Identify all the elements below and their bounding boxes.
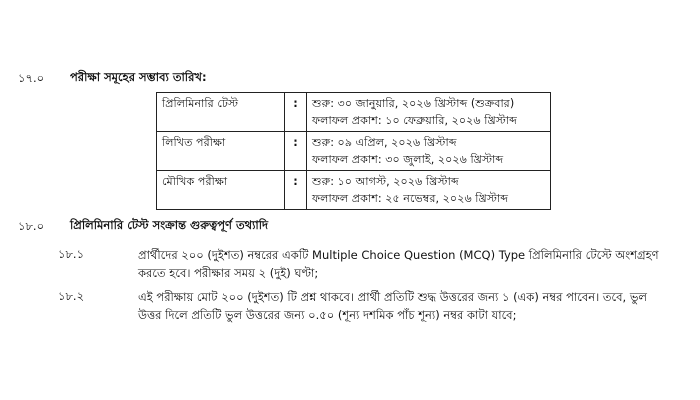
exam-date-cell [307, 171, 551, 210]
section-17-number: ১৭.০ [18, 71, 45, 85]
section-18-title: প্রিলিমিনারি টেস্ট সংক্রান্ত গুরুত্বপূর্ণ তথ্যাদি [70, 218, 269, 232]
table-row [157, 132, 551, 171]
item-18-2-text: এই পরীক্ষায় মোট ২০০ (দুইশত) টি প্রশ্ন থাকবে। প্রার্থী প্রতিটি শুদ্ধ উত্তরের জন্য ১ (এক) নম্বর পাবেন। তবে, ভুল উত্তর দিলে প্রতিটি ভুল উত্তরের জন্য ০.৫০ (শূন্য দশমিক পাঁচ শূন্য) নম্বর কাটা যাবে; [138, 290, 648, 322]
result-date: ফলাফল প্রকাশ: ৩০ জুলাই, ২০২৬ খ্রিস্টাব্দ [312, 153, 504, 166]
result-date: ফলাফল প্রকাশ: ১০ ফেব্রুয়ারি, ২০২৬ খ্রিস্টাব্দ [312, 114, 518, 127]
table-row [157, 93, 551, 132]
start-date: শুরু: ৩০ জানুয়ারি, ২০২৬ খ্রিস্টাব্দ (শুক্রবার) [312, 97, 515, 110]
exam-name-cell: লিখিত পরীক্ষা [157, 132, 285, 171]
exam-date-cell [307, 93, 551, 132]
separator-cell: : [285, 171, 307, 210]
start-date: শুরু: ০৯ এপ্রিল, ২০২৬ খ্রিস্টাব্দ [312, 136, 457, 149]
result-date: ফলাফল প্রকাশ: ২৫ নভেম্বর, ২০২৬ খ্রিস্টাব্দ [312, 192, 509, 205]
table-row [157, 171, 551, 210]
start-date: শুরু: ১০ আগস্ট, ২০২৬ খ্রিস্টাব্দ [312, 175, 459, 188]
separator-cell: : [285, 93, 307, 132]
section-17-title: পরীক্ষা সমূহের সম্ভাব্য তারিখ: [70, 70, 207, 84]
exam-name-cell: প্রিলিমিনারি টেস্ট [157, 93, 285, 132]
separator-cell: : [285, 132, 307, 171]
item-18-1-text: প্রার্থীদের ২০০ (দুইশত) নম্বরের একটি Multiple Choice Question (MCQ) Type প্রিলিমিনারি টেস্টে অংশগ্রহণ করতে হবে। পরীক্ষার সময় ২ (দুই) ঘণ্টা; [138, 248, 659, 280]
exam-date-cell [307, 132, 551, 171]
exam-name-cell: মৌখিক পরীক্ষা [157, 171, 285, 210]
item-18-1-number: ১৮.১ [58, 247, 85, 261]
exam-schedule-table [156, 92, 551, 210]
section-18-number: ১৮.০ [18, 219, 45, 233]
item-18-2-number: ১৮.২ [58, 289, 85, 303]
